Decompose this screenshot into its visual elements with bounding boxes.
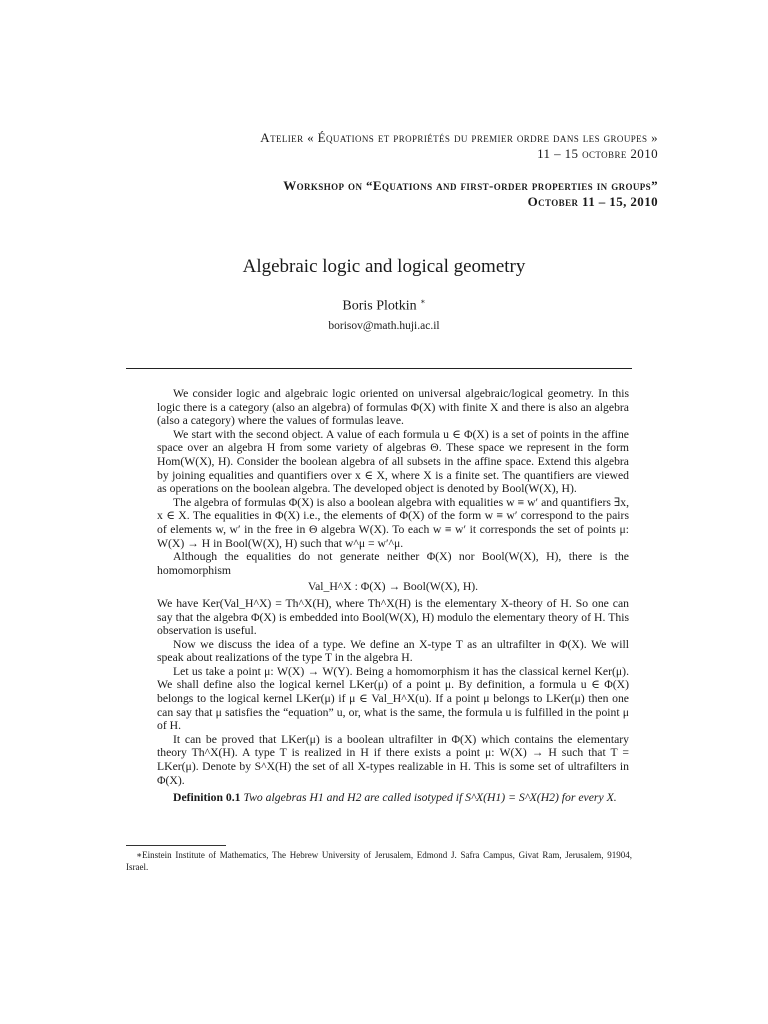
paper-title: Algebraic logic and logical geometry <box>242 256 526 277</box>
paragraph-3: The algebra of formulas Φ(X) is also a boolean algebra with equalities w ≡ w′ and quantifiers ∃x, x ∈ X. The equalities in Φ(X) i.e., the elements of Φ(X) of the form w ≡ w′ correspond to the pairs of elements w, w′ in the free in Θ algebra W(X). To each w ≡ w′ it corresponds the set of points μ: W(X) → H in Bool(W(X), H) such that w^μ = w′^μ. <box>157 495 629 550</box>
title-rule <box>126 368 632 369</box>
paragraph-7: Let us take a point μ: W(X) → W(Y). Being a homomorphism it has the classical kernel Ker(μ). We shall define also the logical kernel LKer(μ) of a point μ. By definition, a formula u ∈ Φ(X) belongs to the logical kernel LKer(μ) if μ ∈ Val_H^X(u). If a point μ belongs to LKer(μ) then one can say that μ satisfies the “equation” u, or, what is the same, the formula u is fulfilled in the point μ of H. <box>157 664 629 733</box>
definition <box>157 791 629 805</box>
author-name: Boris Plotkin <box>342 298 417 314</box>
author-email: borisov@math.huji.ac.il <box>328 320 440 332</box>
header-line-3: Workshop on “Equations and first-order properties in groups” <box>283 178 658 193</box>
conference-header-english <box>283 178 658 210</box>
abstract-body <box>157 387 629 805</box>
definition-label: Definition 0.1 <box>173 791 241 805</box>
paragraph-1: We consider logic and algebraic logic oriented on universal algebraic/logical geometry. In this logic there is a category (also an algebra) of formulas Φ(X) with finite X and there is also an algebra (also a category) where the values of formulas leave. <box>157 387 629 428</box>
paragraph-2: We start with the second object. A value of each formula u ∈ Φ(X) is a set of points in the affine space over an algebra H from some variety of algebras Θ. These space we represent in the form Hom(W(X), H). Consider the boolean algebra of all subsets in the affine space. Extend this algebra by joining equalities and quantifiers over x ∈ X, where X is a finite set. The quantifiers are viewed as operations on the boolean algebra. The developed object is denoted by Bool(W(X), H). <box>157 427 629 496</box>
definition-text: Two algebras H1 and H2 are called isotyped if S^X(H1) = S^X(H2) for every X. <box>243 791 617 805</box>
paragraph-5: We have Ker(Val_H^X) = Th^X(H), where Th^X(H) is the elementary X-theory of H. So one can say that the algebra Φ(X) is embedded into Bool(W(X), H) modulo the elementary theory of H. This observation is useful. <box>157 596 629 638</box>
conference-header-french <box>260 130 658 162</box>
header-line-2: 11 – 15 octobre 2010 <box>537 146 658 161</box>
footnote: ∗Einstein Institute of Mathematics, The Hebrew University of Jerusalem, Edmond J. Safra Campus, Givat Ram, Jerusalem, 91904, Israel. <box>126 850 632 872</box>
header-line-1: Atelier « Équations et propriétés du premier ordre dans les groupes » <box>260 130 658 145</box>
paragraph-6: Now we discuss the idea of a type. We define an X-type T as an ultrafilter in Φ(X). We will speak about realizations of the type T in the algebra H. <box>157 637 629 665</box>
paragraph-8: It can be proved that LKer(μ) is a boolean ultrafilter in Φ(X) which contains the elementary theory Th^X(H). A type T is realized in H if there exists a point μ: W(X) → H such that T = LKer(μ). Denote by S^X(H) the set of all X-types realizable in H. This is some set of ultrafilters in Φ(X). <box>157 732 629 787</box>
paragraph-4: Although the equalities do not generate neither Φ(X) nor Bool(W(X), H), there is the homomorphism <box>157 550 629 577</box>
footnote-rule <box>126 845 226 846</box>
author-footnote-mark: ∗ <box>420 297 426 306</box>
header-line-4: October 11 – 15, 2010 <box>527 194 658 209</box>
author-line <box>0 297 768 315</box>
display-formula: Val_H^X : Φ(X) → Bool(W(X), H). <box>307 580 479 594</box>
